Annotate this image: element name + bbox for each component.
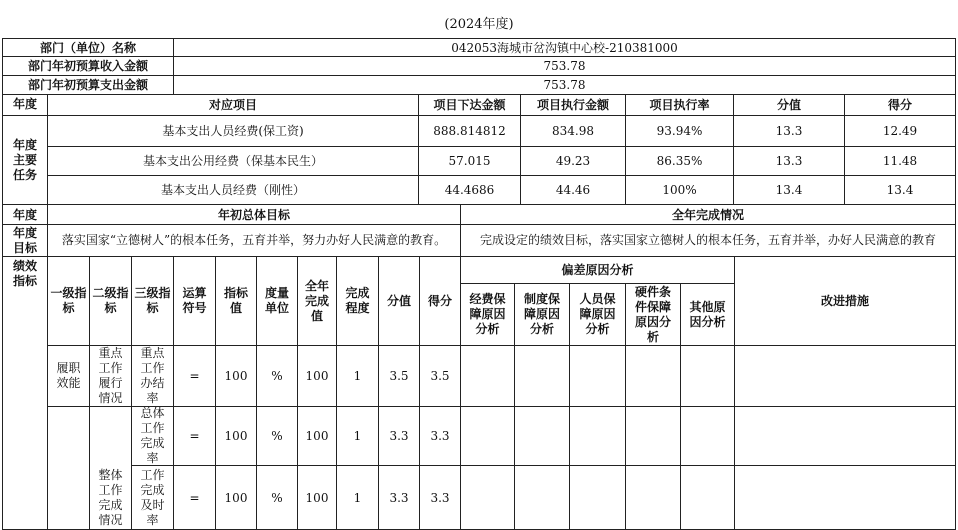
ind-header-got: 得分	[419, 256, 461, 346]
tasks-section-label: 年度主要任务	[2, 115, 48, 205]
task-row-1-score: 13.3	[733, 115, 845, 147]
ind-row-1-target: 100	[215, 345, 257, 407]
ind-header-target: 指标值	[215, 256, 257, 346]
ind-row-3-actual: 100	[297, 465, 337, 530]
indicators-section-label: 绩效指标	[2, 256, 48, 530]
ind-row-3-target: 100	[215, 465, 257, 530]
ind-row-2-target: 100	[215, 406, 257, 466]
task-row-3-allocated: 44.4686	[418, 175, 521, 205]
task-row-3-project: 基本支出人员经费（刚性）	[47, 175, 419, 205]
expense-value: 753.78	[173, 75, 956, 95]
ind-header-l3: 三级指标	[131, 256, 174, 346]
tasks-header-allocated: 项目下达金额	[418, 94, 521, 116]
task-row-2-score: 13.3	[733, 146, 845, 176]
ind-row-3-dev-system	[514, 465, 570, 530]
ind-row-3-dev-other	[680, 465, 735, 530]
ind-row-1-l3: 重点工作办结率	[131, 345, 174, 407]
tasks-header-executed: 项目执行金额	[520, 94, 626, 116]
ind-row-1-dev-hardware	[625, 345, 681, 407]
ind-row-2-operator: =	[173, 406, 216, 466]
tasks-year-label: 年度	[2, 94, 48, 116]
ind-row-1-operator: =	[173, 345, 216, 407]
report-year: (2024年度)	[0, 14, 958, 36]
ind-row-2-dev-funding	[460, 406, 515, 466]
ind-row-2-dev-other	[680, 406, 735, 466]
completion-text: 完成设定的绩效目标，落实国家立德树人的根本任务，五育并举，办好人民满意的教育	[460, 224, 956, 257]
ind-row-1-l2: 重点工作履行情况	[89, 345, 132, 407]
task-row-2-got: 11.48	[844, 146, 956, 176]
ind-row-2-actual: 100	[297, 406, 337, 466]
ind-row-3-got: 3.3	[419, 465, 461, 530]
tasks-header-score: 分值	[733, 94, 845, 116]
ind-row-3-operator: =	[173, 465, 216, 530]
ind-row-1-dev-system	[514, 345, 570, 407]
ind-header-unit: 度量单位	[256, 256, 298, 346]
ind-row-3-l2: 整体工作完成情况	[89, 406, 132, 530]
deviation-hardware: 硬件条件保障原因分析	[625, 283, 681, 346]
ind-row-2-got: 3.3	[419, 406, 461, 466]
ind-row-3-dev-personnel	[569, 465, 626, 530]
ind-row-1-improvement	[734, 345, 956, 407]
task-row-1-project: 基本支出人员经费(保工资)	[47, 115, 419, 147]
ind-row-2-score: 3.3	[378, 406, 420, 466]
ind-row-1-dev-other	[680, 345, 735, 407]
ind-row-1-unit: %	[256, 345, 298, 407]
task-row-2-allocated: 57.015	[418, 146, 521, 176]
task-row-2-rate: 86.35%	[625, 146, 734, 176]
task-row-1-got: 12.49	[844, 115, 956, 147]
task-row-2-executed: 49.23	[520, 146, 626, 176]
ind-header-l2: 二级指标	[89, 256, 132, 346]
income-label: 部门年初预算收入金额	[2, 56, 174, 76]
deviation-other: 其他原因分析	[680, 283, 735, 346]
ind-row-3-dev-funding	[460, 465, 515, 530]
ind-header-actual: 全年完成值	[297, 256, 337, 346]
ind-row-1-dev-funding	[460, 345, 515, 407]
improvement-header: 改进措施	[734, 256, 956, 346]
goals-year-label: 年度	[2, 204, 48, 225]
task-row-3-got: 13.4	[844, 175, 956, 205]
ind-row-1-dev-personnel	[569, 345, 626, 407]
deviation-header: 偏差原因分析	[460, 256, 735, 284]
tasks-header-project: 对应项目	[47, 94, 419, 116]
ind-header-l1: 一级指标	[47, 256, 90, 346]
income-value: 753.78	[173, 56, 956, 76]
ind-row-2-l3: 总体工作完成率	[131, 406, 174, 466]
dept-name-label: 部门（单位）名称	[2, 38, 174, 57]
ind-header-degree: 完成程度	[336, 256, 379, 346]
ind-row-3-dev-hardware	[625, 465, 681, 530]
ind-row-2-dev-hardware	[625, 406, 681, 466]
ind-row-1-actual: 100	[297, 345, 337, 407]
task-row-1-executed: 834.98	[520, 115, 626, 147]
ind-row-3-improvement	[734, 465, 956, 530]
ind-row-1-degree: 1	[336, 345, 379, 407]
initial-goal-text: 落实国家“立德树人”的根本任务，五育并举，努力办好人民满意的教育。	[47, 224, 461, 257]
dept-name-value: 042053海城市岔沟镇中心校-210381000	[173, 38, 956, 57]
deviation-funding: 经费保障原因分析	[460, 283, 515, 346]
ind-row-2-improvement	[734, 406, 956, 466]
task-row-2-project: 基本支出公用经费（保基本民生）	[47, 146, 419, 176]
task-row-3-rate: 100%	[625, 175, 734, 205]
expense-label: 部门年初预算支出金额	[2, 75, 174, 95]
ind-row-2-unit: %	[256, 406, 298, 466]
task-row-1-rate: 93.94%	[625, 115, 734, 147]
ind-row-1-l1: 履职效能	[47, 345, 90, 407]
ind-row-2-dev-personnel	[569, 406, 626, 466]
deviation-system: 制度保障原因分析	[514, 283, 570, 346]
ind-row-3-degree: 1	[336, 465, 379, 530]
ind-row-3-unit: %	[256, 465, 298, 530]
ind-row-2-l1	[47, 406, 90, 530]
ind-header-operator: 运算符号	[173, 256, 216, 346]
ind-row-3-score: 3.3	[378, 465, 420, 530]
task-row-1-allocated: 888.814812	[418, 115, 521, 147]
task-row-3-score: 13.4	[733, 175, 845, 205]
ind-header-score: 分值	[378, 256, 420, 346]
ind-row-1-got: 3.5	[419, 345, 461, 407]
ind-row-2-degree: 1	[336, 406, 379, 466]
task-row-3-executed: 44.46	[520, 175, 626, 205]
tasks-header-rate: 项目执行率	[625, 94, 734, 116]
initial-goal-header: 年初总体目标	[47, 204, 461, 225]
ind-row-1-score: 3.5	[378, 345, 420, 407]
annual-target-label: 年度目标	[2, 224, 48, 257]
completion-header: 全年完成情况	[460, 204, 956, 225]
ind-row-2-dev-system	[514, 406, 570, 466]
tasks-header-got: 得分	[844, 94, 956, 116]
ind-row-3-l3: 工作完成及时率	[131, 465, 174, 530]
deviation-personnel: 人员保障原因分析	[569, 283, 626, 346]
